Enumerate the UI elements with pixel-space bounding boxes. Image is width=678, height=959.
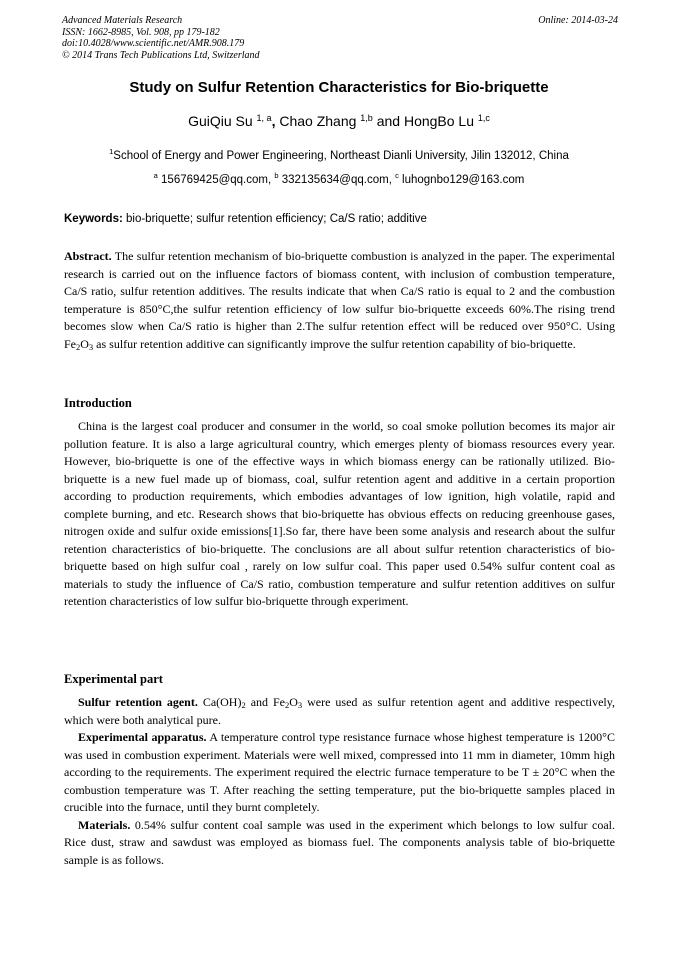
author-emails bbox=[0, 171, 678, 186]
author-conjunction: and bbox=[372, 113, 404, 129]
paper-title: Study on Sulfur Retention Characteristics for Bio-briquette bbox=[129, 79, 549, 96]
abstract-label: Abstract. bbox=[64, 249, 112, 263]
author-name: GuiQiu Su bbox=[188, 113, 253, 129]
subscript: 2 bbox=[241, 700, 246, 710]
experimental-section bbox=[64, 694, 615, 869]
journal-info bbox=[62, 15, 618, 61]
email-mark: a bbox=[153, 171, 158, 180]
paragraph-text: were used as sulfur retention agent and additive respectively, which were both analytical pure. bbox=[64, 695, 615, 727]
subscript: 2 bbox=[284, 700, 290, 710]
affiliation bbox=[0, 147, 678, 162]
keywords bbox=[64, 213, 616, 225]
journal-copyright: © 2014 Trans Tech Publications Ltd, Switzerland bbox=[62, 49, 260, 61]
abstract-text: The sulfur retention mechanism of bio-briquette combustion is analyzed in the paper. The experimental research is carried out on the influence factors of biomass content, with inclusion of combustion temperature, Ca/S ratio, sulfur retention additives. The results indicate that when Ca/S ratio is equal to 2 and the combustion temperature is 850°C,the sulfur retention efficiency of low sulfur bio-briquette exceeds 60%.The rising trend becomes slow when Ca/S ratio is higher than 2.The sulfur retention effect will be reduced over 950°C. Using Fe bbox=[64, 249, 615, 351]
paragraph-text: A temperature control type resistance furnace whose highest temperature is 1200°C was used in combustion experiment. Materials were well mixed, compressed into 11 mm in diameter, 10mm high according to the requirements. The experiment required the electric furnace temperature to be T ± 20°C when the combustion temperature was T. After reaching the setting temperature, put the bio-briquette samples placed in crucible into the furnace, until they burnt completely. bbox=[64, 730, 615, 814]
abstract-text: O bbox=[80, 336, 89, 351]
keywords-text: bio-briquette; sulfur retention efficiency; Ca/S ratio; additive bbox=[122, 213, 427, 225]
author-affil-mark: 1,b bbox=[360, 113, 373, 123]
subheading: Experimental apparatus. bbox=[78, 730, 207, 744]
email-address[interactable]: 332135634@qq.com, bbox=[278, 174, 396, 186]
journal-header bbox=[62, 15, 618, 61]
subscript: 3 bbox=[88, 341, 94, 352]
section-heading-introduction: Introduction bbox=[64, 396, 132, 410]
affiliation-mark: 1 bbox=[109, 147, 114, 156]
email-address[interactable]: 156769425@qq.com, bbox=[157, 174, 275, 186]
email-address[interactable]: luhognbo129@163.com bbox=[398, 174, 525, 186]
subscript: 3 bbox=[297, 700, 303, 710]
email-mark: c bbox=[395, 171, 399, 180]
affiliation-text: School of Energy and Power Engineering, Northeast Dianli University, Jilin 132012, China bbox=[113, 150, 569, 162]
paragraph-materials bbox=[64, 817, 615, 870]
paragraph-experimental-apparatus bbox=[64, 729, 615, 817]
author-name: Chao Zhang bbox=[279, 113, 357, 129]
journal-name: Advanced Materials Research bbox=[62, 15, 183, 26]
author-affil-mark: 1, a bbox=[256, 113, 272, 123]
journal-issn: ISSN: 1662-8985, Vol. 908, pp 179-182 bbox=[62, 26, 220, 38]
abstract bbox=[64, 248, 615, 353]
author-name: HongBo Lu bbox=[403, 113, 475, 129]
author-list bbox=[0, 113, 678, 129]
paragraph-text: and Fe bbox=[245, 695, 285, 709]
subscript: 2 bbox=[76, 341, 81, 352]
introduction-paragraph: China is the largest coal producer and consumer in the world, so coal smoke pollution becomes its major air pollution feature. It is also a large agricultural country, which emerges plenty of biomass resources every year. However, bio-briquette is one of the effective ways in which biomass energy can be rationally utilized. Bio-briquette is a new fuel made up of biomass, coal, sulfur retention agent and additive in a certain proportion according to production requirements, which embodies advantages of low ignition, high volatile, rapid and complete burning, and etc. Research shows that bio-briquette has obvious effects on reducing greenhouse gases, nitrogen oxide and sulfur oxide emissions[1].So far, there have been some analysis and research about the sulfur retention characteristics of bio-briquette. The conclusions are all about sulfur retention characteristics of bio-briquette based on high sulfur coal , rarely on low sulfur coal. This paper used 0.54% sulfur content coal as materials to study the influence of Ca/S ratio, combustion temperature and sulfur retention additives on sulfur retention characteristics of low sulfur bio-briquette through experiment. bbox=[64, 419, 615, 608]
author-affil-mark: 1,c bbox=[477, 113, 490, 123]
paragraph-text: Ca(OH) bbox=[197, 695, 242, 709]
online-date: Online: 2014-03-24 bbox=[538, 15, 618, 26]
email-mark: b bbox=[274, 171, 279, 180]
abstract-text: as sulfur retention additive can significantly improve the sulfur retention capability of bio-briquette. bbox=[93, 336, 576, 351]
paragraph-text: O bbox=[289, 695, 298, 709]
author-separator: , bbox=[271, 113, 280, 129]
keywords-label: Keywords: bbox=[64, 213, 123, 225]
subheading: Materials. bbox=[78, 817, 131, 832]
paragraph-text: 0.54% sulfur content coal sample was used in the experiment which belongs to low sulfur coal. Rice dust, straw and sawdust was employed as biomass fuel. The components analysis table of bio-briquette sample is as follows. bbox=[64, 817, 615, 867]
paragraph-sulfur-retention-agent bbox=[64, 694, 615, 729]
section-heading-experimental: Experimental part bbox=[64, 672, 163, 686]
journal-doi: doi:10.4028/www.scientific.net/AMR.908.179 bbox=[62, 38, 245, 49]
subheading: Sulfur retention agent. bbox=[78, 695, 198, 709]
